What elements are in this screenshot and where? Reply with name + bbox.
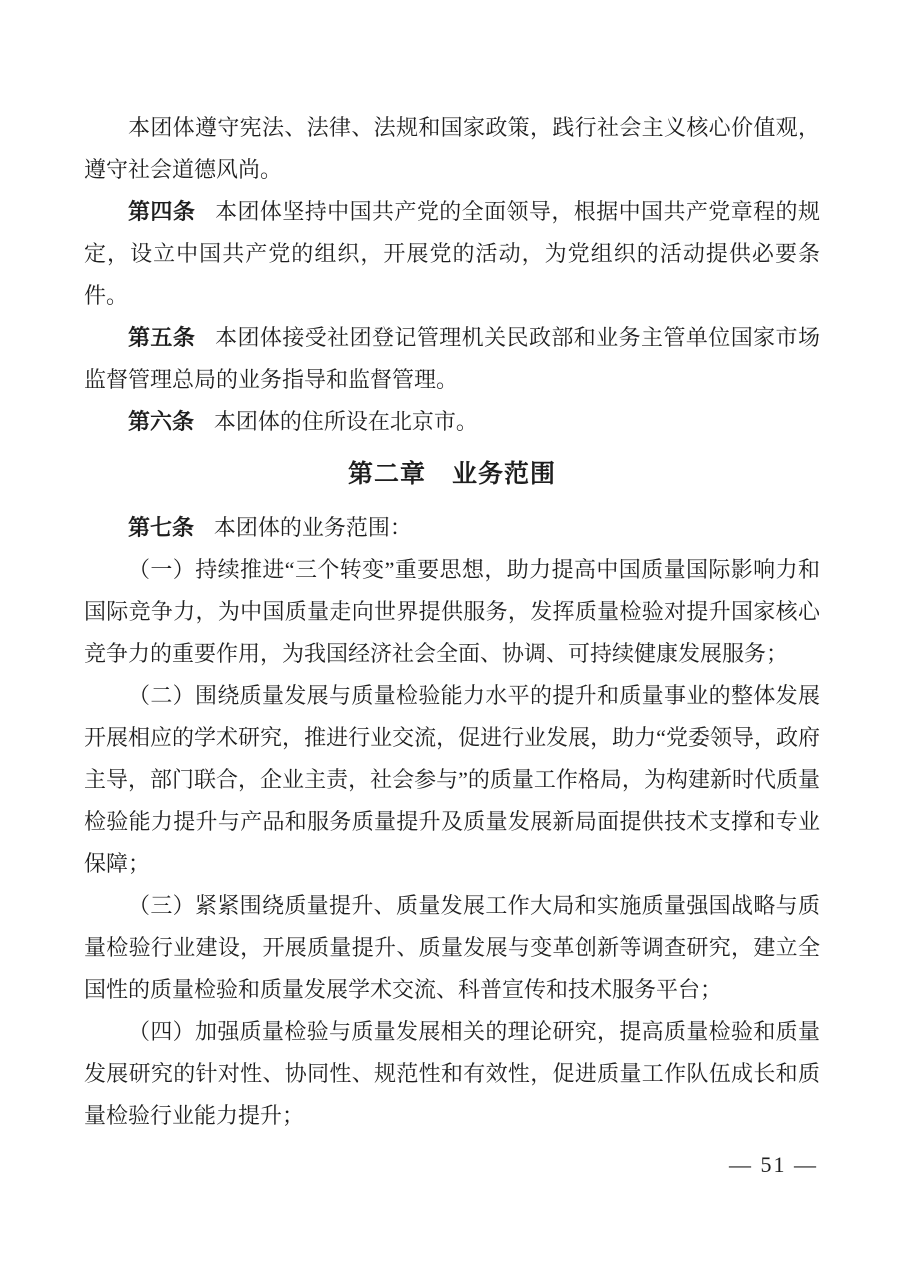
paragraph-article-7 bbox=[84, 507, 820, 549]
chapter-heading: 第二章 业务范围 bbox=[347, 460, 556, 488]
article-label: 第四条 bbox=[128, 199, 196, 224]
paragraph-text: （一）持续推进“三个转变”重要思想，助力提高中国质量国际影响力和国际竞争力，为中国质量走向世界提供服务，发挥质量检验对提升国家核心竞争力的重要作用，为我国经济社会全面、协调、可持续健康发展服务； bbox=[84, 557, 820, 666]
article-label: 第六条 bbox=[128, 409, 195, 434]
paragraph-text: 本团体的业务范围： bbox=[213, 515, 412, 540]
paragraph-text: 本团体坚持中国共产党的全面领导，根据中国共产党章程的规定，设立中国共产党的组织，开展党的活动，为党组织的活动提供必要条件。 bbox=[84, 199, 820, 308]
paragraph-article-6 bbox=[84, 401, 820, 443]
paragraph-intro bbox=[84, 107, 820, 191]
paragraph-text: 本团体接受社团登记管理机关民政部和业务主管单位国家市场监督管理总局的业务指导和监督管理。 bbox=[84, 325, 820, 392]
paragraph-article-5 bbox=[84, 317, 820, 401]
article-label: 第五条 bbox=[128, 325, 196, 350]
paragraph-article-4 bbox=[84, 191, 820, 317]
paragraph-text: （二）围绕质量发展与质量检验能力水平的提升和质量事业的整体发展开展相应的学术研究，推进行业交流，促进行业发展，助力“党委领导，政府主导，部门联合，企业主责，社会参与”的质量工作格局，为构建新时代质量检验能力提升与产品和服务质量提升及质量发展新局面提供技术支撑和专业保障； bbox=[84, 683, 820, 876]
document-body bbox=[84, 107, 820, 1137]
paragraph-item-4 bbox=[84, 1011, 820, 1137]
paragraph-item-1 bbox=[84, 549, 820, 675]
page-number: — 51 — bbox=[729, 1152, 818, 1177]
paragraph-text: （四）加强质量检验与质量发展相关的理论研究，提高质量检验和质量发展研究的针对性、协同性、规范性和有效性，促进质量工作队伍成长和质量检验行业能力提升； bbox=[84, 1019, 820, 1128]
paragraph-text: 本团体的住所设在北京市。 bbox=[213, 409, 478, 434]
article-label: 第七条 bbox=[128, 515, 195, 540]
paragraph-item-3 bbox=[84, 885, 820, 1011]
paragraph-text: （三）紧紧围绕质量提升、质量发展工作大局和实施质量强国战略与质量检验行业建设，开展质量提升、质量发展与变革创新等调查研究，建立全国性的质量检验和质量发展学术交流、科普宣传和技术服务平台； bbox=[84, 893, 820, 1002]
paragraph-text: 本团体遵守宪法、法律、法规和国家政策，践行社会主义核心价值观，遵守社会道德风尚。 bbox=[84, 115, 820, 182]
paragraph-item-2 bbox=[84, 675, 820, 885]
